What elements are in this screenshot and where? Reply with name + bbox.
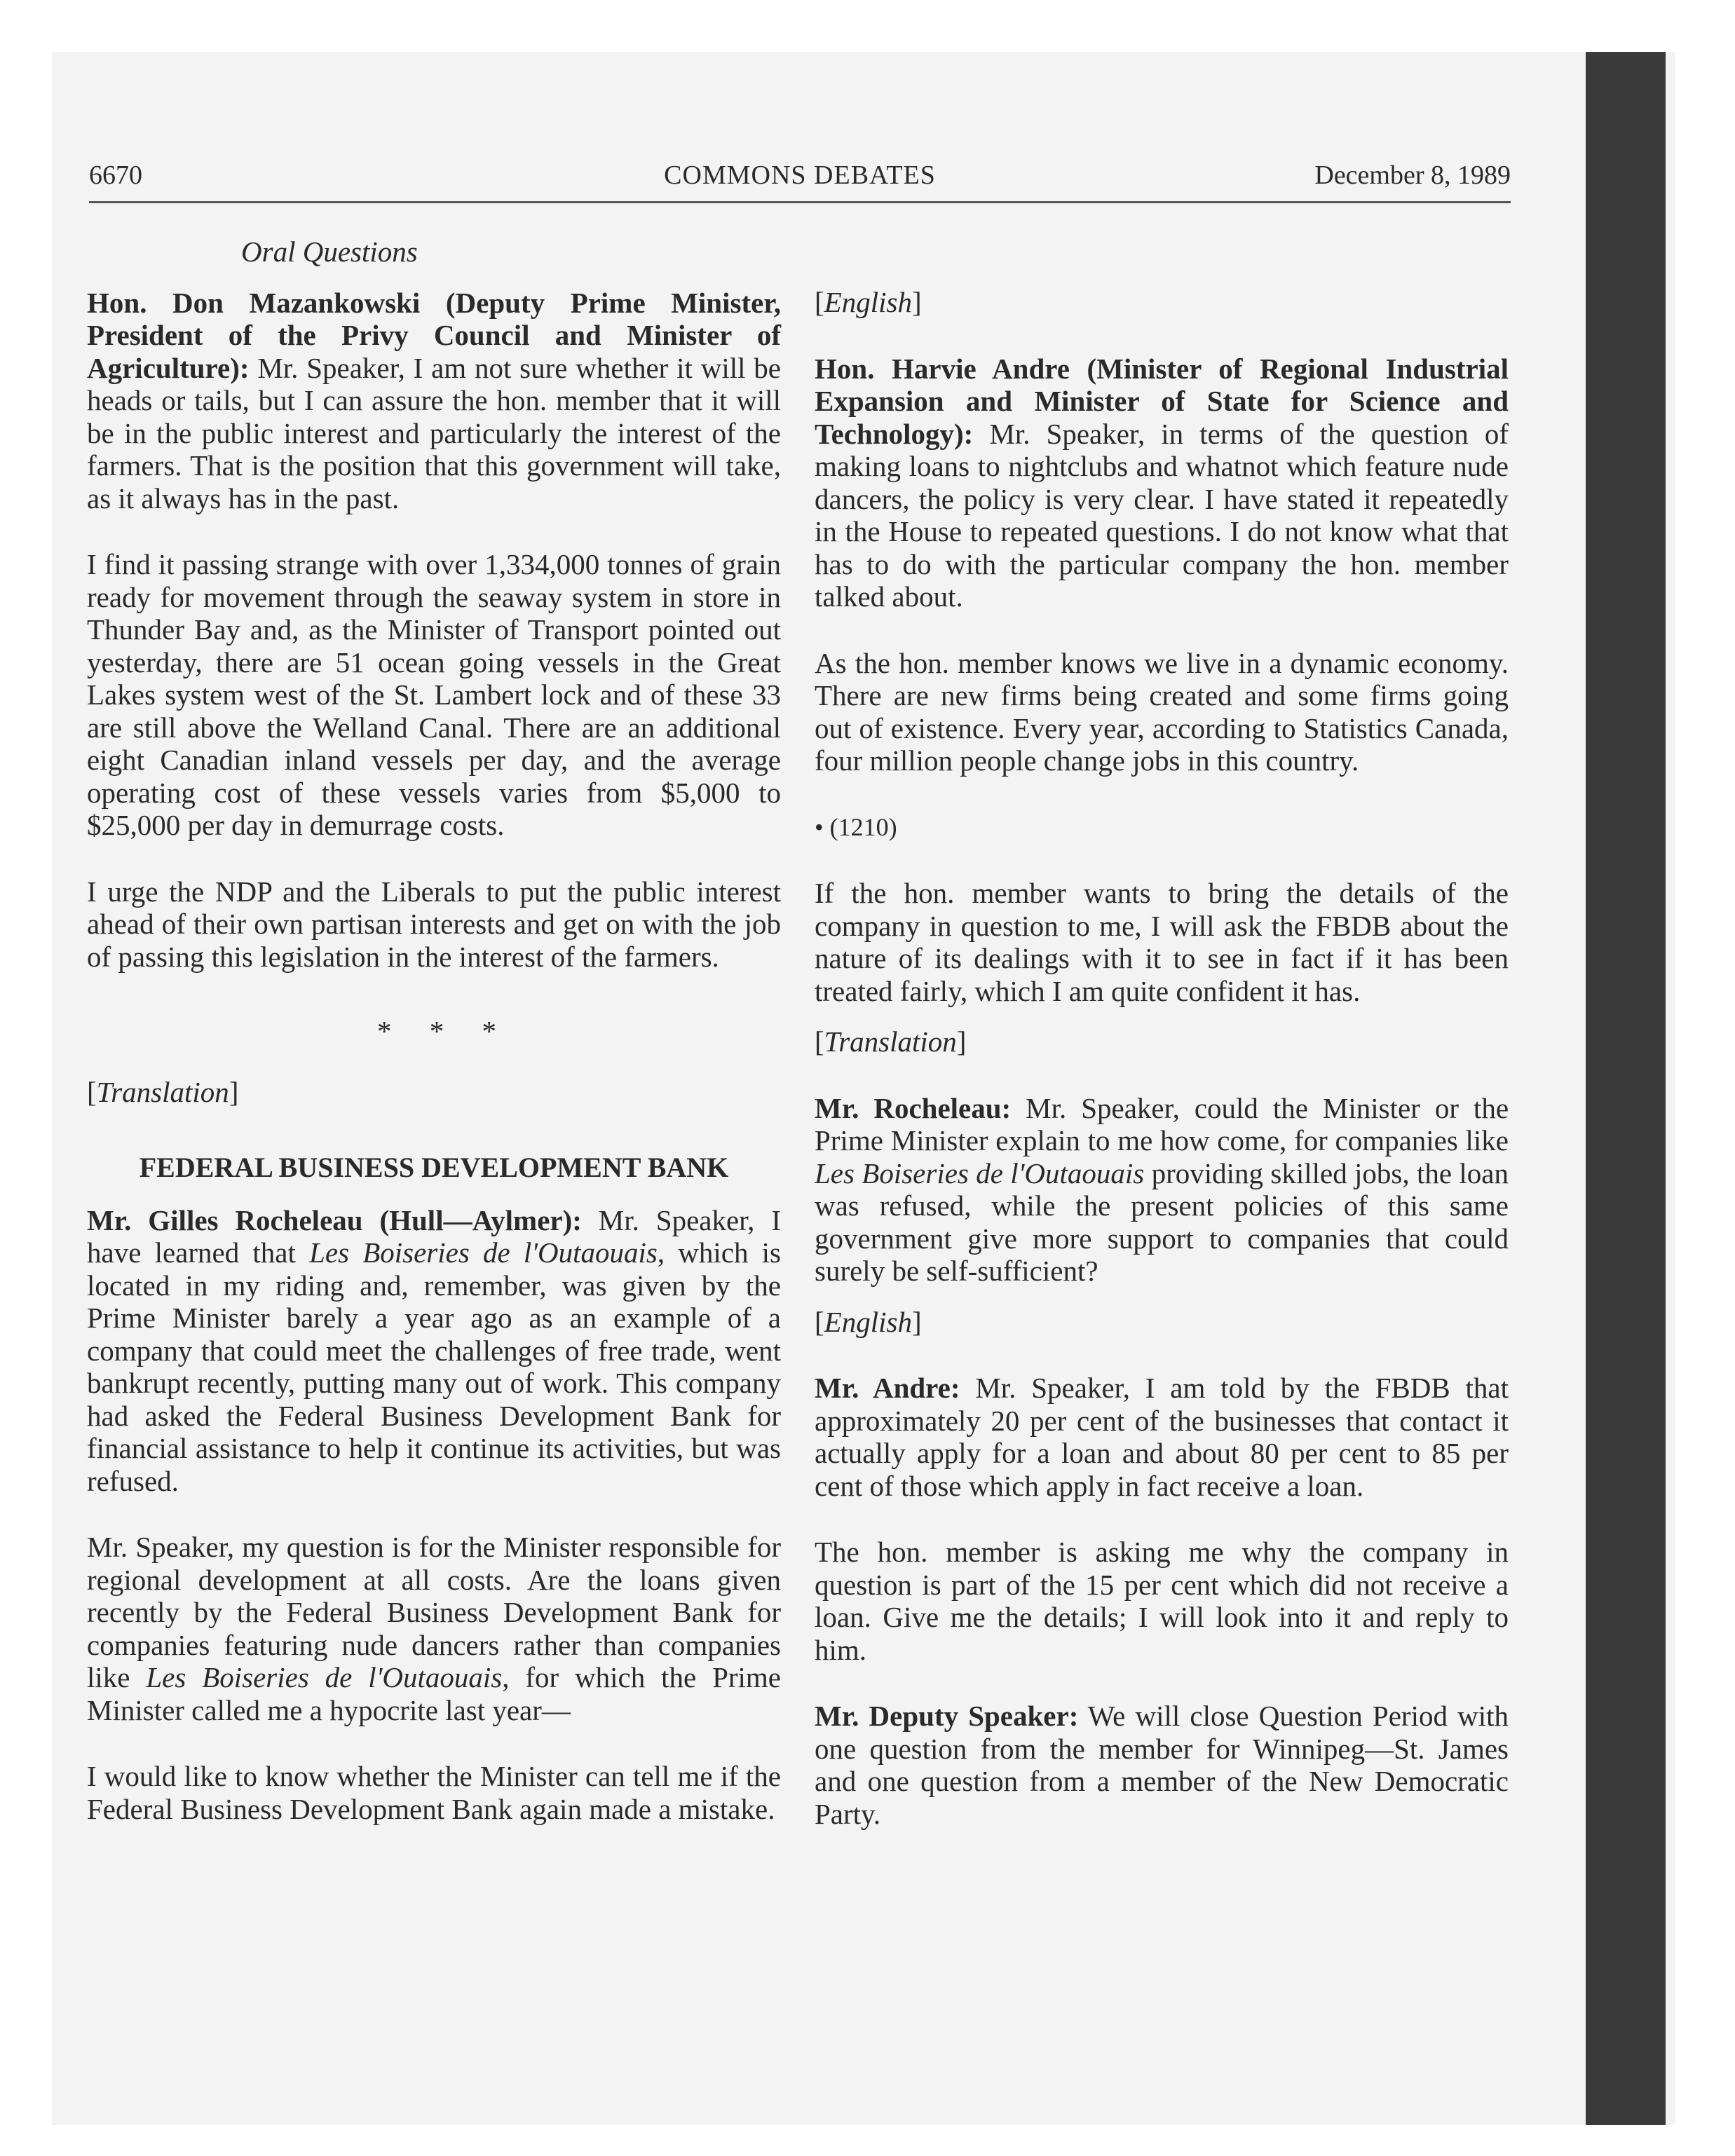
paragraph-rocheleau-question (87, 1204, 781, 1498)
speaker-name: Hon. Harvie Andre (Minister of Regional Industrial Expansion and Minister of State for Science and Technology): (815, 352, 1509, 450)
paragraph-andre-answer (815, 353, 1509, 613)
topic-heading (87, 1152, 781, 1185)
time-marker (815, 811, 1509, 844)
speaker-name: Hon. Don Mazankowski (Deputy Prime Minister, President of the Privy Council and Minister of Agriculture): (87, 286, 781, 384)
paragraph-text: We will close Question Period with one question from the member for Winnipeg—St. James and one question from a member of the New Democratic Party. (815, 1700, 1509, 1830)
paragraph-mistake (87, 1760, 781, 1825)
english-label: [English] (815, 1305, 922, 1338)
right-column (815, 236, 1509, 1830)
label-text: Translation (96, 1075, 229, 1108)
paragraph-text: I find it passing strange with over 1,334,000 tonnes of grain ready for movement through the seaway system in store in Thunder Bay and, as the Minister of Transport pointed out yesterday, there are 51 ocean going vessels in the Great Lakes system west of the St. Lambert lock and of these 33 are still above the Welland Canal. There are an additional eight Canadian inland vessels per day, and the average operating cost of these vessels varies from $5,000 to $25,000 per day in demurrage costs. (87, 548, 781, 841)
company-name: Les Boiseries de l'Outaouais (146, 1661, 503, 1693)
time-marker-text: • (1210) (815, 812, 897, 841)
speaker-name: Mr. Andre: (815, 1372, 960, 1404)
speaker-name: Mr. Deputy Speaker: (815, 1700, 1079, 1732)
paragraph-text: Mr. Speaker, could the Minister or the Prime Minister explain to me how come, for companies like (815, 1091, 1509, 1157)
paragraph-text: Mr. Speaker, in terms of the question of making loans to nightclubs and whatnot which feature nude dancers, the policy is very clear. I have stated it repeatedly in the House to repeated questions. I do not know what that has to do with the particular company the hon. member talked about. (815, 417, 1509, 613)
paragraph-mazankowski (87, 287, 781, 515)
paragraph-urge (87, 875, 781, 974)
company-name: Les Boiseries de l'Outaouais (815, 1157, 1145, 1189)
paragraph-rocheleau-followup (815, 1092, 1509, 1288)
paragraph-fifteen-percent (815, 1536, 1509, 1666)
paragraph-text: Mr. Speaker, my question is for the Minister responsible for regional development at all costs. Are the loans given recently by the Federal Business Development Bank for companies featuring nude dancers rather than companies like (87, 1531, 781, 1693)
paragraph-text: Mr. Speaker, I am told by the FBDB that approximately 20 per cent of the businesses that contact it actually apply for a loan and about 80 per cent to 85 per cent of those which apply in fact receive a loan. (815, 1372, 1509, 1502)
speaker-name: Mr. Rocheleau: (815, 1091, 1012, 1124)
paragraph-deputy-speaker (815, 1700, 1509, 1830)
paragraph-text: If the hon. member wants to bring the details of the company in question to me, I will ask the FBDB about the nature of its dealings with it to see in fact if it has been treated fairly, which I am quite confident it has. (815, 877, 1509, 1007)
english-label: [English] (815, 286, 922, 318)
section-title-text: Oral Questions (241, 236, 418, 268)
heading-text: FEDERAL BUSINESS DEVELOPMENT BANK (139, 1152, 729, 1183)
page-number: 6670 (89, 161, 142, 190)
paragraph-text: Mr. Speaker, I have learned that (87, 1203, 781, 1269)
paragraph-andre-fbdb (815, 1372, 1509, 1502)
paragraph-text: Mr. Speaker, I am not sure whether it will be heads or tails, but I can assure the hon. member that it will be in the public interest and particularly the interest of the farmers. That is the position that this government will take, as it always has in the past. (87, 351, 781, 514)
paragraph-text: , for which the Prime Minister called me a hypocrite last year— (87, 1661, 782, 1726)
paragraph-economy (815, 647, 1509, 777)
running-header (89, 160, 1511, 200)
section-separator (108, 1015, 781, 1048)
paragraph-details (815, 877, 1509, 1007)
label-text: English (824, 1305, 912, 1338)
paragraph-minister-question (87, 1531, 781, 1726)
header-date: December 8, 1989 (1314, 161, 1511, 190)
paragraph-text: providing skilled jobs, the loan was refused, while the present policies of this same government give more support to companies that could surely be self-sufficient? (815, 1157, 1509, 1287)
publication-title: COMMONS DEBATES (664, 161, 936, 190)
translation-label: [Translation] (815, 1025, 967, 1058)
label-text: Translation (824, 1025, 957, 1058)
header-rule (89, 201, 1511, 203)
left-column (87, 236, 781, 1825)
speaker-name: Mr. Gilles Rocheleau (Hull—Aylmer): (87, 1203, 582, 1236)
paragraph-text: The hon. member is asking me why the company in question is part of the 15 per cent which did not receive a loan. Give me the details; I will look into it and reply to him. (815, 1536, 1509, 1666)
company-name: Les Boiseries de l'Outaouais (309, 1236, 658, 1269)
paragraph-text: I would like to know whether the Minister can tell me if the Federal Business Development Bank again made a mistake. (87, 1760, 781, 1825)
label-text: English (824, 286, 912, 318)
paragraph-text: As the hon. member knows we live in a dynamic economy. There are new firms being created and some firms going out of existence. Every year, according to Statistics Canada, four million people change jobs in this country. (815, 646, 1509, 777)
separator-text: * * * (377, 1015, 512, 1047)
paragraph-grain (87, 548, 781, 842)
paragraph-text: , which is located in my riding and, remember, was given by the Prime Minister barely a year ago as an example of a company that could meet the challenges of free trade, went bankrupt recently, putting many out of work. This company had asked the Federal Business Development Bank for financial assistance to help it continue its activities, but was refused. (87, 1236, 782, 1497)
translation-label: [Translation] (87, 1075, 239, 1108)
section-title (241, 236, 781, 268)
binding-edge (1586, 52, 1666, 2125)
paragraph-text: I urge the NDP and the Liberals to put the public interest ahead of their own partisan interests and get on with the job of passing this legislation in the interest of the farmers. (87, 875, 781, 973)
